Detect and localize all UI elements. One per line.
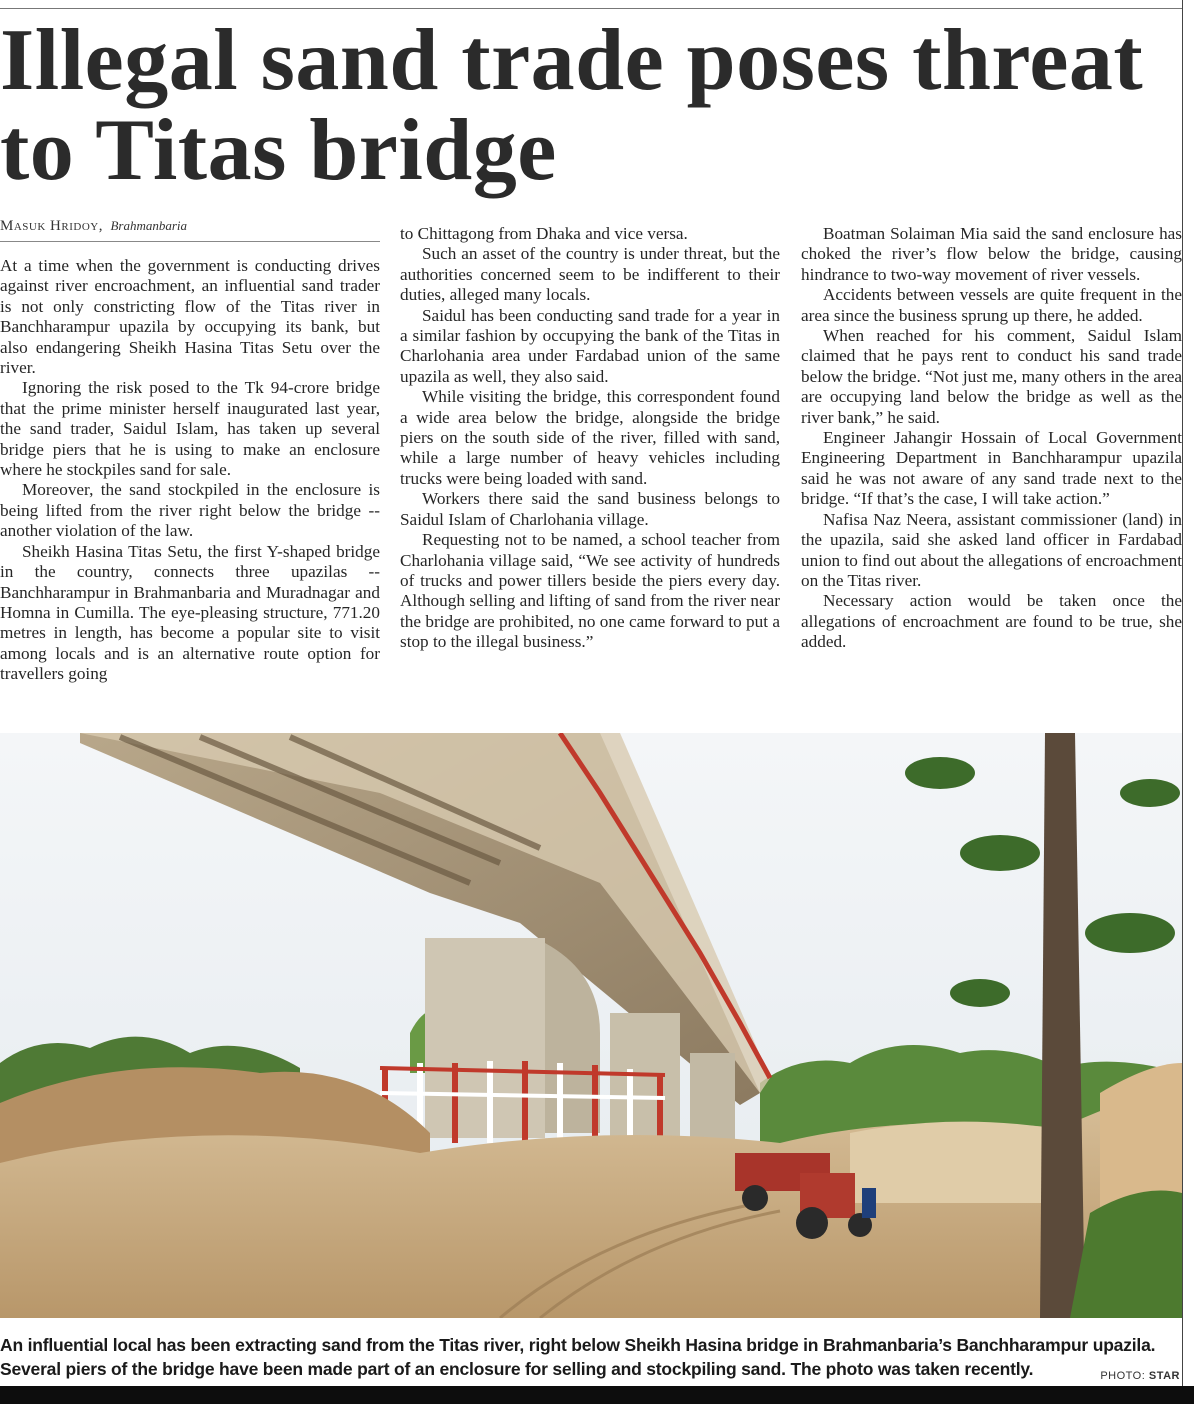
author-location: Brahmanbaria <box>110 218 188 233</box>
paragraph: Nafisa Naz Neera, assistant commissioner (land) in the upazila, said she asked land officer in Fardabad union to find out about the allegations of encroachment on the Titas river. <box>801 509 1182 590</box>
paragraph: Engineer Jahangir Hossain of Local Government Engineering Department in Banchharampur upazila said he was not aware of any sand trade next to the bridge. “If that’s the case, I will take action.” <box>801 428 1182 509</box>
byline <box>0 218 380 242</box>
bridge-photo <box>0 733 1182 1318</box>
paragraph: Boatman Solaiman Mia said the sand enclosure has choked the river’s flow below the bridge, causing hindrance to two-way movement of river vessels. <box>801 224 1182 284</box>
headline: Illegal sand trade poses threat to Titas bridge <box>0 12 1144 199</box>
paragraph: Sheikh Hasina Titas Setu, the first Y-shaped bridge in the country, connects three upazilas -- Banchharampur in Brahmanbaria and Muradnagar and Homna in Cumilla. The eye-pleasing structure, 771.20 metres in length, has become a popular site to visit among locals and is an alternative route option for travellers going <box>0 541 380 684</box>
paragraph: Accidents between vessels are quite frequent in the area since the business sprung up there, he added. <box>801 285 1182 325</box>
article-column-1 <box>0 256 380 685</box>
paragraph: Saidul has been conducting sand trade for a year in a similar fashion by occupying the bank of the Titas in Charlohania area under Fardabad union of the same upazila as well, they also said. <box>400 305 780 386</box>
photo-caption: An influential local has been extracting sand from the Titas river, right below Sheikh Hasina bridge in Brahmanbaria’s Banchharampur upazila. Several piers of the bridge have been made part of an enclosure for selling and stockpiling sand. The photo was taken recently. <box>0 1335 1156 1379</box>
paragraph: Workers there said the sand business belongs to Saidul Islam of Charlohania village. <box>400 489 780 529</box>
paragraph: Such an asset of the country is under threat, but the authorities concerned seem to be indifferent to their duties, alleged many locals. <box>400 244 780 305</box>
paragraph: to Chittagong from Dhaka and vice versa. <box>400 224 688 243</box>
article-column-3 <box>801 224 1182 653</box>
photo-credit-source: STAR <box>1148 1370 1180 1382</box>
author-name: Masuk Hridoy, <box>0 218 103 234</box>
top-rule <box>0 8 1182 9</box>
bottom-bar <box>0 1386 1194 1404</box>
paragraph: When reached for his comment, Saidul Islam claimed that he pays rent to conduct his sand trade below the bridge. “Not just me, many others in the area are occupying land below the bridge as well as the river bank,” he said. <box>801 326 1182 427</box>
paragraph: Ignoring the risk posed to the Tk 94-crore bridge that the prime minister herself inaugurated last year, the sand trader, Saidul Islam, has taken up several bridge piers that he is using to make an enclosure where he stockpiles sand for sale. <box>0 378 380 480</box>
paragraph: While visiting the bridge, this correspondent found a wide area below the bridge, alongside the bridge piers on the south side of the river, filled with sand, while a large number of heavy vehicles including trucks were being loaded with sand. <box>400 387 780 488</box>
page-edge <box>1182 0 1194 1404</box>
paragraph: Necessary action would be taken once the allegations of encroachment are found to be true, she added. <box>801 591 1182 652</box>
photo-credit <box>1100 1370 1180 1382</box>
photo-credit-label: PHOTO: <box>1100 1370 1146 1382</box>
paragraph: Requesting not to be named, a school teacher from Charlohania village said, “We see activity of hundreds of trucks and power tillers beside the piers every day. Although selling and lifting of sand from the river near the bridge are prohibited, no one came forward to put a stop to the illegal business.” <box>400 530 780 652</box>
article-column-2 <box>400 224 780 653</box>
paragraph: At a time when the government is conducting drives against river encroachment, an influential sand trader is not only constricting flow of the Titas river in Banchharampur upazila by occupying its bank, but also endangering Sheikh Hasina Titas Setu over the river. <box>0 256 380 378</box>
paragraph: Moreover, the sand stockpiled in the enclosure is being lifted from the river right below the bridge -- another violation of the law. <box>0 480 380 541</box>
